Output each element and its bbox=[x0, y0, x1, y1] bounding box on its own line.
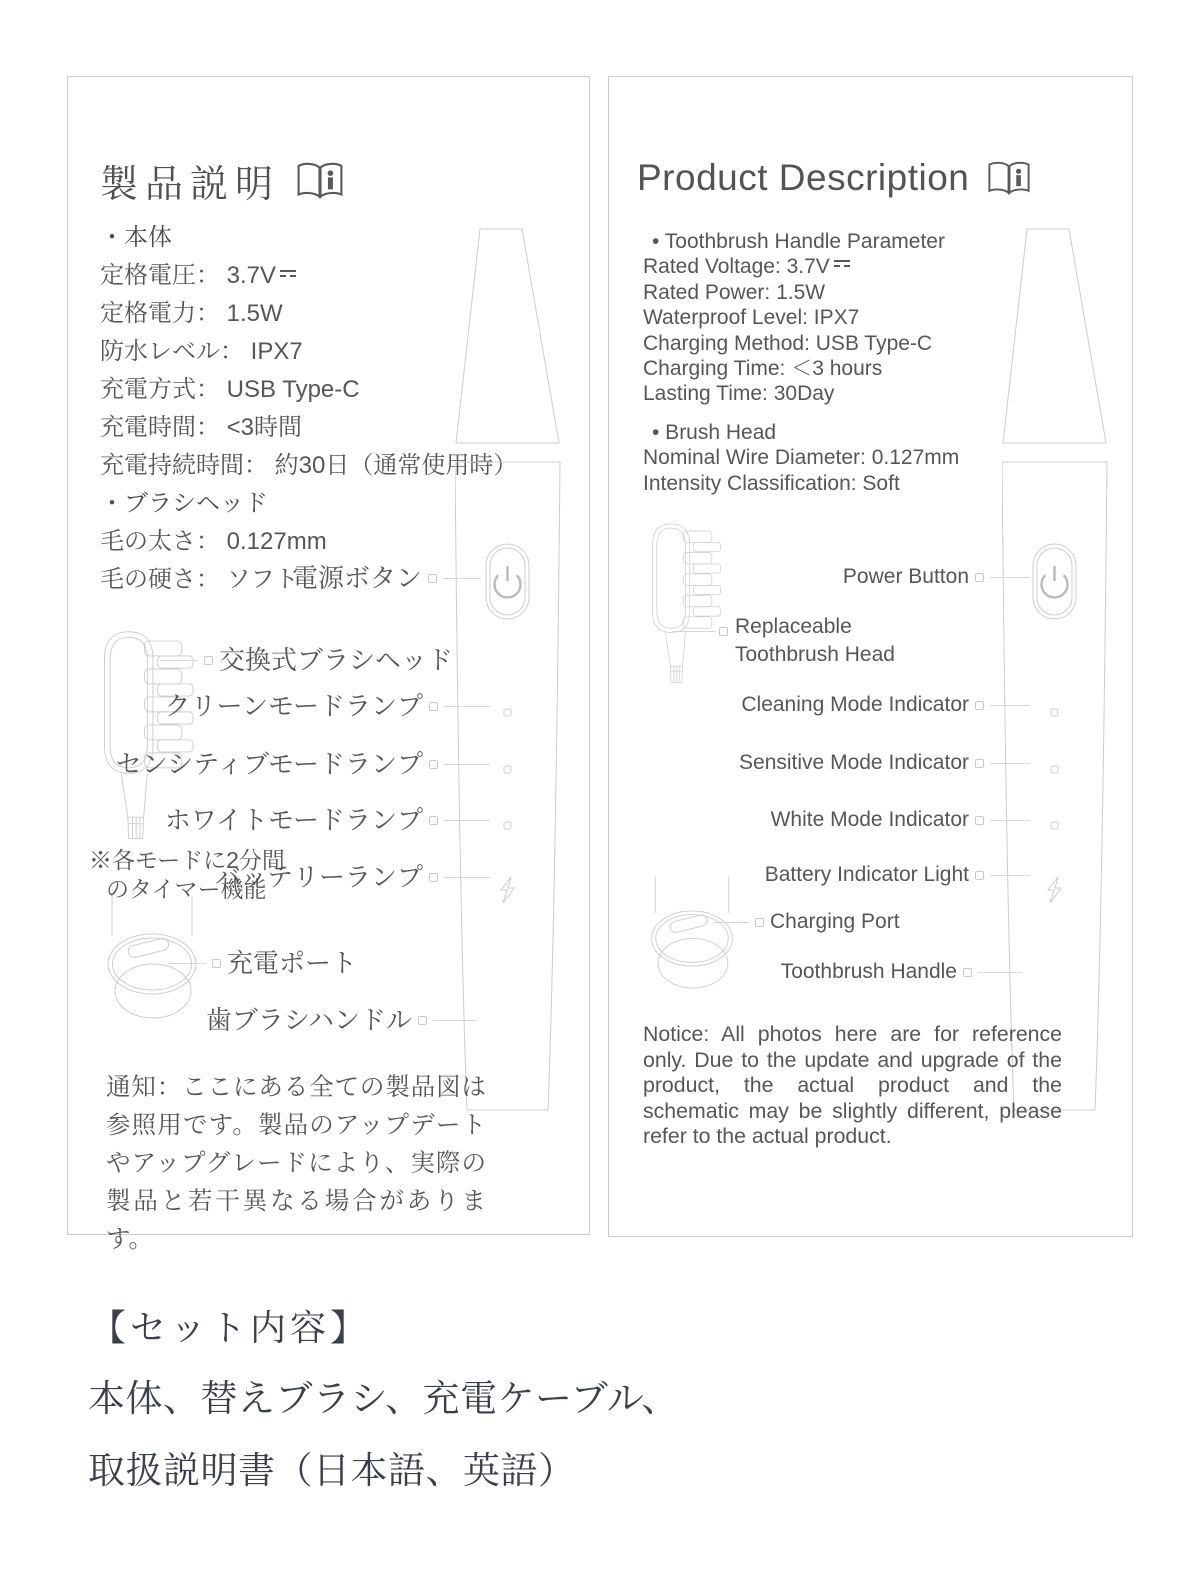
callout-label: Power Button bbox=[842, 565, 969, 588]
manual-book-icon bbox=[296, 161, 344, 201]
en-spec-heading-brush: • Brush Head bbox=[652, 420, 777, 444]
timer-note-line1: ※各モードに2分間 bbox=[89, 847, 285, 873]
usb-c-slot-icon bbox=[127, 937, 170, 959]
en-title-text: Product Description bbox=[637, 157, 970, 198]
en-spec-list bbox=[643, 229, 959, 496]
callout-sensitive-mode-jp bbox=[116, 748, 490, 780]
callout-label: 交換式ブラシヘッド bbox=[219, 645, 454, 675]
battery-lightning-icon bbox=[1048, 877, 1061, 903]
callout-battery-light-en bbox=[765, 862, 1030, 888]
callout-dot bbox=[429, 760, 438, 769]
callout-label: 充電ポート bbox=[227, 948, 358, 978]
timer-note bbox=[89, 846, 285, 904]
toothbrush-line-drawing bbox=[455, 225, 565, 1115]
dc-symbol-icon bbox=[280, 270, 296, 280]
en-spec-charging-method: Charging Method: USB Type-C bbox=[643, 331, 933, 355]
callout-replaceable-head-jp bbox=[160, 644, 453, 676]
set-contents-heading: 【セット内容】 bbox=[90, 1307, 371, 1348]
jp-spec-softness: 毛の硬さ： ソフト bbox=[100, 566, 299, 593]
callout-line bbox=[713, 922, 749, 923]
en-spec-rated-power: Rated Power: 1.5W bbox=[643, 280, 826, 304]
callout-power-button-en bbox=[843, 564, 1030, 590]
manual-book-icon bbox=[987, 160, 1031, 197]
jp-spec-waterproof: 防水レベル： IPX7 bbox=[100, 338, 303, 365]
en-spec-heading-handle: • Toothbrush Handle Parameter bbox=[652, 230, 945, 253]
en-notice-text: Notice: All photos here are for reference only. Due to the update and upgrade of the product, the actual product and the schematic may be slightly different, please refer to the actual product. bbox=[643, 1022, 1062, 1148]
callout-charging-port-en bbox=[713, 909, 900, 935]
dc-symbol-icon bbox=[834, 260, 850, 270]
callout-cleaning-mode-jp bbox=[165, 690, 490, 722]
callout-dot bbox=[719, 627, 728, 636]
callout-line bbox=[990, 705, 1030, 706]
callout-label: 電源ボタン bbox=[291, 563, 422, 593]
callout-dot bbox=[975, 871, 984, 880]
callout-line bbox=[443, 578, 481, 579]
callout-label: Toothbrush Handle bbox=[780, 960, 957, 983]
battery-lightning-icon bbox=[501, 877, 514, 903]
jp-spec-heading-brush: ・ブラシヘッド bbox=[100, 490, 268, 517]
usb-c-slot-icon bbox=[669, 914, 708, 934]
callout-white-mode-en bbox=[771, 807, 1030, 833]
en-spec-charging-time: Charging Time: ＜3 hours bbox=[643, 357, 883, 381]
callout-line bbox=[444, 764, 490, 765]
callout-dot bbox=[429, 702, 438, 711]
callout-replaceable-head-en bbox=[735, 613, 895, 669]
callout-line bbox=[672, 631, 716, 632]
callout-sensitive-mode-en bbox=[739, 750, 1030, 776]
callout-white-mode-jp bbox=[165, 804, 490, 836]
callout-line bbox=[978, 972, 1022, 973]
callout-label: センシティブモードランプ bbox=[115, 749, 423, 779]
en-spec-lasting-time: Lasting Time: 30Day bbox=[643, 382, 835, 406]
charging-port-line-drawing bbox=[646, 876, 738, 1000]
jp-spec-charging-method: 充電方式： USB Type-C bbox=[100, 376, 360, 403]
jp-panel-title bbox=[100, 153, 344, 208]
callout-dot bbox=[212, 959, 221, 968]
callout-line bbox=[160, 660, 198, 661]
callout-label: ホワイトモードランプ bbox=[164, 805, 423, 835]
callout-dot bbox=[429, 873, 438, 882]
callout-dot bbox=[429, 816, 438, 825]
callout-dot bbox=[418, 1016, 427, 1025]
set-contents-line2: 本体、替えブラシ、充電ケーブル、 bbox=[88, 1378, 679, 1419]
callout-line bbox=[168, 963, 206, 964]
callout-dot bbox=[975, 759, 984, 768]
en-spec-waterproof: Waterproof Level: IPX7 bbox=[643, 306, 860, 330]
jp-spec-wire-diameter: 毛の太さ： 0.127mm bbox=[100, 528, 327, 555]
power-icon bbox=[495, 566, 521, 597]
callout-label-line2: Toothbrush Head bbox=[735, 643, 895, 666]
jp-spec-rated-power: 定格電力： 1.5W bbox=[100, 300, 283, 327]
callout-line bbox=[990, 820, 1030, 821]
callout-line bbox=[990, 577, 1030, 578]
jp-spec-rated-voltage: 定格電圧： 3.7V bbox=[100, 257, 517, 295]
callout-line bbox=[990, 763, 1030, 764]
en-spec-wire-diameter: Nominal Wire Diameter: 0.127mm bbox=[643, 446, 960, 470]
callout-label: Battery Indicator Light bbox=[764, 863, 969, 886]
callout-label: バッテリーランプ bbox=[214, 862, 423, 892]
callout-line bbox=[444, 706, 490, 707]
callout-line bbox=[990, 875, 1030, 876]
callout-dot bbox=[975, 701, 984, 710]
callout-dot bbox=[975, 573, 984, 582]
callout-line bbox=[444, 877, 490, 878]
jp-notice-text: 通知：ここにある全ての製品図は参照用です。製品のアップデートやアップグレードにより、実際の製品と若干異なる場合があります。 bbox=[106, 1074, 486, 1253]
callout-dot bbox=[428, 574, 437, 583]
callout-dot bbox=[755, 918, 764, 927]
callout-line bbox=[444, 820, 490, 821]
callout-label: Sensitive Mode Indicator bbox=[739, 751, 969, 774]
jp-title-text: 製品説明 bbox=[100, 164, 281, 206]
brush-head-line-drawing bbox=[646, 521, 732, 689]
jp-spec-charging-time: 充電時間： <3時間 bbox=[100, 414, 303, 441]
power-icon bbox=[1042, 566, 1068, 597]
callout-label: 歯ブラシハンドル bbox=[205, 1005, 412, 1035]
jp-spec-lasting-time: 充電持続時間： 約30日（通常使用時） bbox=[100, 452, 518, 479]
callout-charging-port-jp bbox=[168, 947, 357, 979]
en-panel-title bbox=[637, 157, 1031, 199]
en-spec-softness: Intensity Classification: Soft bbox=[643, 471, 900, 495]
callout-label: White Mode Indicator bbox=[770, 808, 969, 831]
en-spec-rated-voltage: Rated Voltage: 3.7V bbox=[643, 254, 959, 279]
callout-line bbox=[433, 1020, 477, 1021]
callout-power-button-jp bbox=[292, 562, 481, 594]
timer-note-line2: のタイマー機能 bbox=[106, 876, 267, 902]
callout-handle-en bbox=[781, 959, 1022, 985]
callout-label: クリーンモードランプ bbox=[164, 691, 423, 721]
callout-dot bbox=[204, 656, 213, 665]
callout-cleaning-mode-en bbox=[741, 692, 1030, 718]
jp-spec-heading-body: ・本体 bbox=[100, 224, 172, 251]
callout-label-line1: Replaceable bbox=[735, 615, 852, 638]
callout-dot bbox=[975, 816, 984, 825]
callout-label: Cleaning Mode Indicator bbox=[741, 693, 969, 716]
callout-label: Charging Port bbox=[770, 910, 900, 933]
callout-handle-jp bbox=[206, 1004, 477, 1036]
set-contents-line3: 取扱説明書（日本語、英語） bbox=[88, 1450, 576, 1491]
callout-dot bbox=[963, 968, 972, 977]
